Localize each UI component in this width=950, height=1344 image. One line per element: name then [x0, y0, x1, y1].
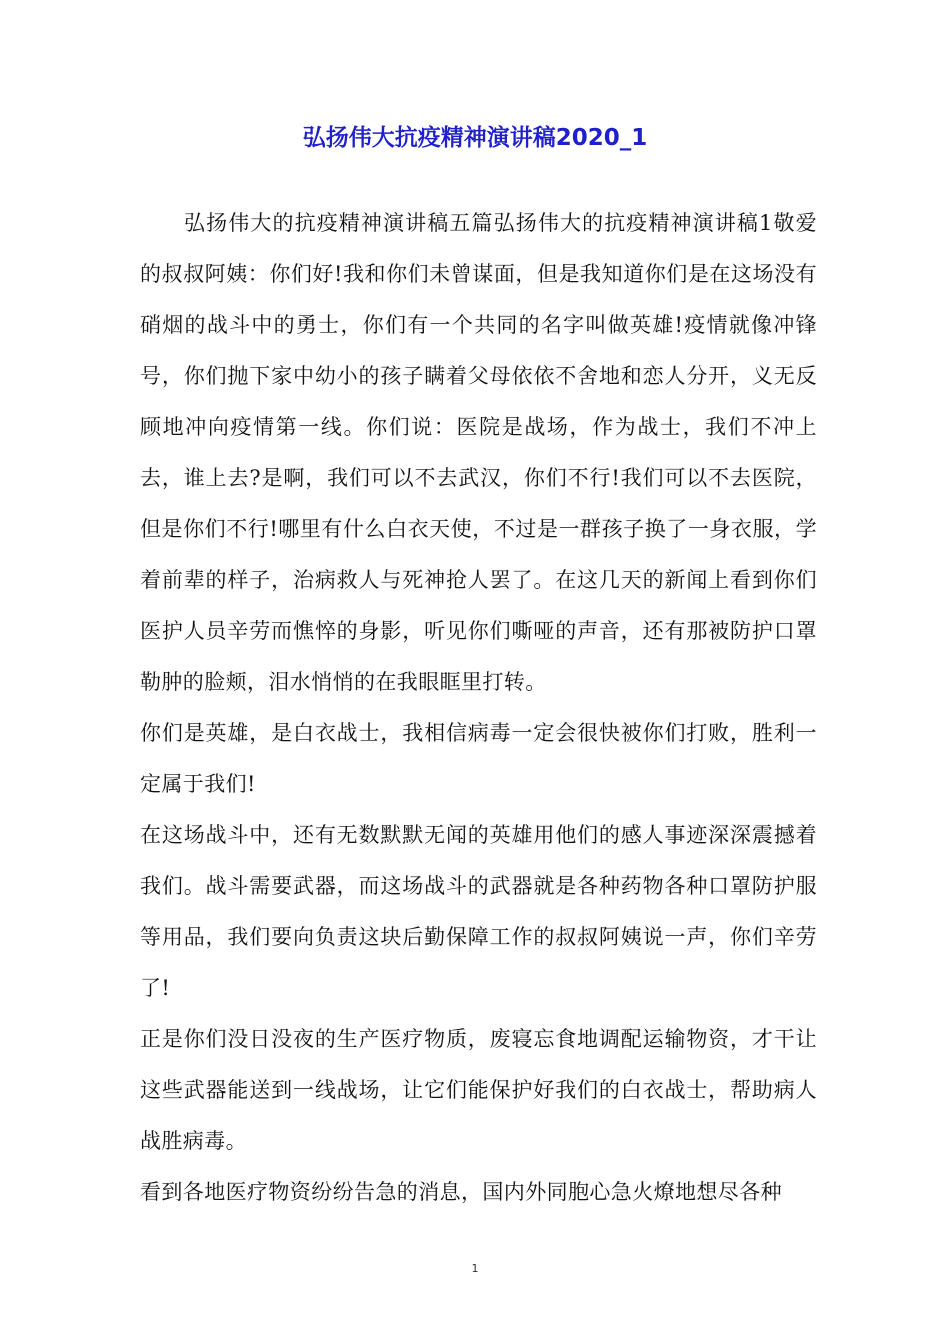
body-paragraph: 在这场战斗中，还有无数默默无闻的英雄用他们的感人事迹深深震撼着我们。战斗需要武器，而这场战斗的武器就是各种药物各种口罩防护服等用品，我们要向负责这块后勤保障工作的叔叔阿姨说一声，你们辛劳了! [140, 823, 817, 1000]
document-title: 弘扬伟大抗疫精神演讲稿2020_1 [302, 125, 648, 151]
document-body [140, 198, 817, 1218]
body-paragraph: 看到各地医疗物资纷纷告急的消息，国内外同胞心急火燎地想尽各种 [140, 1180, 782, 1204]
page-number: 1 [471, 1262, 479, 1275]
body-paragraph: 正是你们没日没夜的生产医疗物质，废寝忘食地调配运输物资，才干让这些武器能送到一线战场，让它们能保护好我们的白衣战士，帮助病人战胜病毒。 [140, 1027, 817, 1153]
body-paragraph: 弘扬伟大的抗疫精神演讲稿五篇弘扬伟大的抗疫精神演讲稿1敬爱的叔叔阿姨：你们好!我和你们未曾谋面，但是我知道你们是在这场没有硝烟的战斗中的勇士，你们有一个共同的名字叫做英雄!疫情就像冲锋号，你们抛下家中幼小的孩子瞒着父母依依不舍地和恋人分开，义无反顾地冲向疫情第一线。你们说：医院是战场，作为战士，我们不冲上去，谁上去?是啊，我们可以不去武汉，你们不行!我们可以不去医院，但是你们不行!哪里有什么白衣天使，不过是一群孩子换了一身衣服，学着前辈的样子，治病救人与死神抢人罢了。在这几天的新闻上看到你们医护人员辛劳而憔悴的身影，听见你们嘶哑的声音，还有那被防护口罩勒肿的脸颊，泪水悄悄的在我眼眶里打转。 [140, 211, 817, 694]
body-paragraph: 你们是英雄，是白衣战士，我相信病毒一定会很快被你们打败，胜利一定属于我们! [140, 721, 817, 796]
